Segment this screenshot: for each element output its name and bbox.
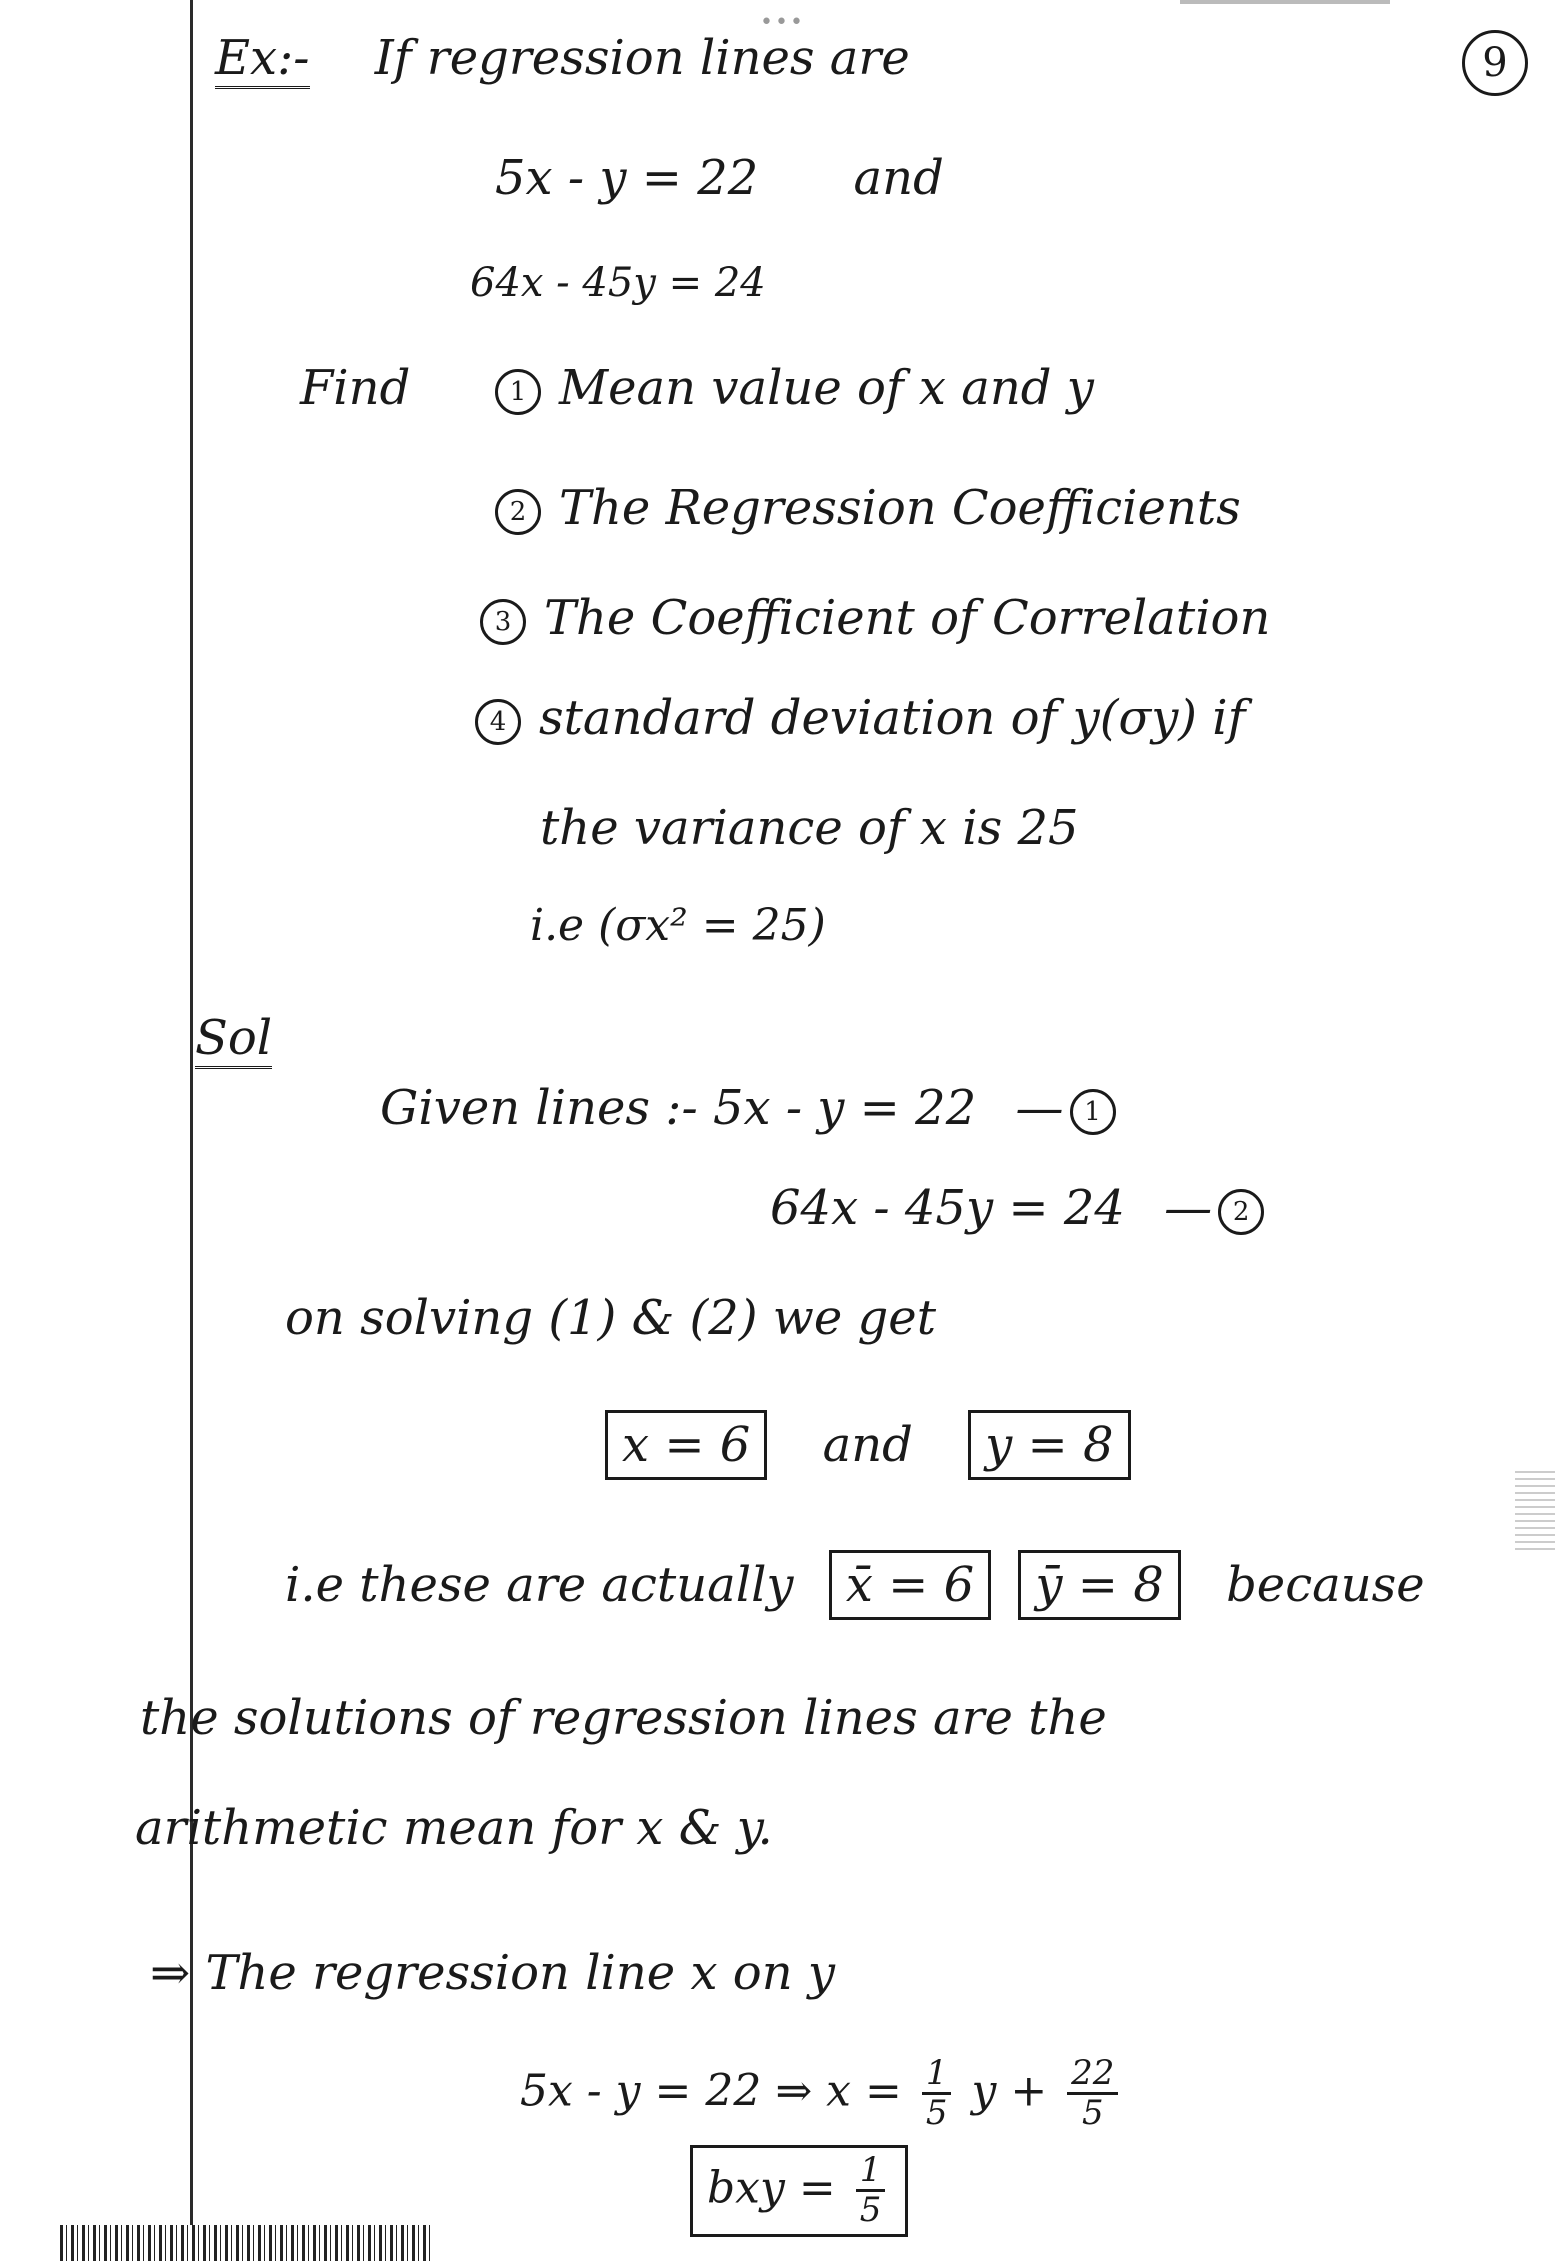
- and-word: and: [853, 150, 944, 206]
- find-item-4-text: standard deviation of y(σy) if: [539, 690, 1246, 746]
- equation-1-row: [495, 150, 944, 206]
- variance-statement: the variance of x is 25: [540, 800, 1079, 856]
- y-mean-box: ȳ = 8: [1018, 1550, 1180, 1620]
- equation-2: 64x - 45y = 24: [470, 260, 766, 306]
- derivation-text: 5x - y = 22 ⇒ x =: [520, 2065, 916, 2117]
- margin-line: [190, 0, 193, 2261]
- item-number-3: 3: [480, 599, 526, 645]
- find-item-1: [495, 360, 1094, 416]
- fraction-22-5: $\frac{22}{5}$: [1067, 2055, 1118, 2133]
- given-lines-text: Given lines :- 5x - y = 22: [380, 1080, 977, 1136]
- x-result-box: x = 6: [605, 1410, 767, 1480]
- solution-label: Sol: [195, 1010, 272, 1066]
- item-number-4: 4: [475, 699, 521, 745]
- top-rule: [1180, 0, 1390, 4]
- x-mean-box: x̄ = 6: [829, 1550, 991, 1620]
- because-word: because: [1226, 1557, 1425, 1613]
- bxy-result: [690, 2145, 908, 2237]
- example-label: Ex:-: [215, 30, 310, 89]
- page-number: 9: [1462, 30, 1528, 96]
- equation-tag-2: 2: [1218, 1189, 1264, 1235]
- item-number-1: 1: [495, 369, 541, 415]
- mean-statement: [285, 1550, 1425, 1620]
- given-line-2-text: 64x - 45y = 24: [770, 1180, 1125, 1236]
- solution-values: [605, 1410, 1131, 1480]
- solving-statement: on solving (1) & (2) we get: [285, 1290, 936, 1346]
- given-line-2: 64x - 45y = 24 — 2: [770, 1180, 1282, 1236]
- find-item-1-text: Mean value of x and y: [559, 360, 1094, 416]
- derivation-row: [520, 2055, 1124, 2133]
- find-item-3: [480, 590, 1270, 646]
- fraction-1-5: $\frac{1}{5}$: [922, 2055, 952, 2133]
- reason-line-1: the solutions of regression lines are the: [140, 1690, 1107, 1746]
- result-and: and: [822, 1417, 913, 1473]
- edge-marks: [1515, 1470, 1555, 1550]
- find-item-2: [495, 480, 1241, 536]
- find-item-4: [475, 690, 1245, 746]
- find-item-3-text: The Coefficient of Correlation: [544, 590, 1271, 646]
- barcode-strip: [60, 2225, 430, 2261]
- bxy-fraction: $\frac{1}{5}$: [856, 2152, 886, 2230]
- derivation-mid: y +: [971, 2065, 1062, 2117]
- equation-1: 5x - y = 22: [495, 150, 759, 206]
- bxy-box: bxy = $\frac{1}{5}$: [690, 2145, 908, 2237]
- problem-intro: If regression lines are: [374, 30, 910, 86]
- regression-x-on-y: ⇒ The regression line x on y: [150, 1945, 835, 2001]
- find-item-2-text: The Regression Coefficients: [559, 480, 1241, 536]
- top-dots: •••: [760, 10, 805, 35]
- given-lines: Given lines :- 5x - y = 22 — 1: [380, 1080, 1134, 1136]
- y-result-box: y = 8: [968, 1410, 1130, 1480]
- example-header: [215, 30, 910, 86]
- find-label: Find: [300, 360, 411, 416]
- variance-ie: i.e (σx² = 25): [530, 900, 826, 951]
- equation-tag-1: 1: [1070, 1089, 1116, 1135]
- item-number-2: 2: [495, 489, 541, 535]
- reason-line-2: arithmetic mean for x & y.: [135, 1800, 773, 1856]
- mean-prefix: i.e these are actually: [285, 1557, 794, 1613]
